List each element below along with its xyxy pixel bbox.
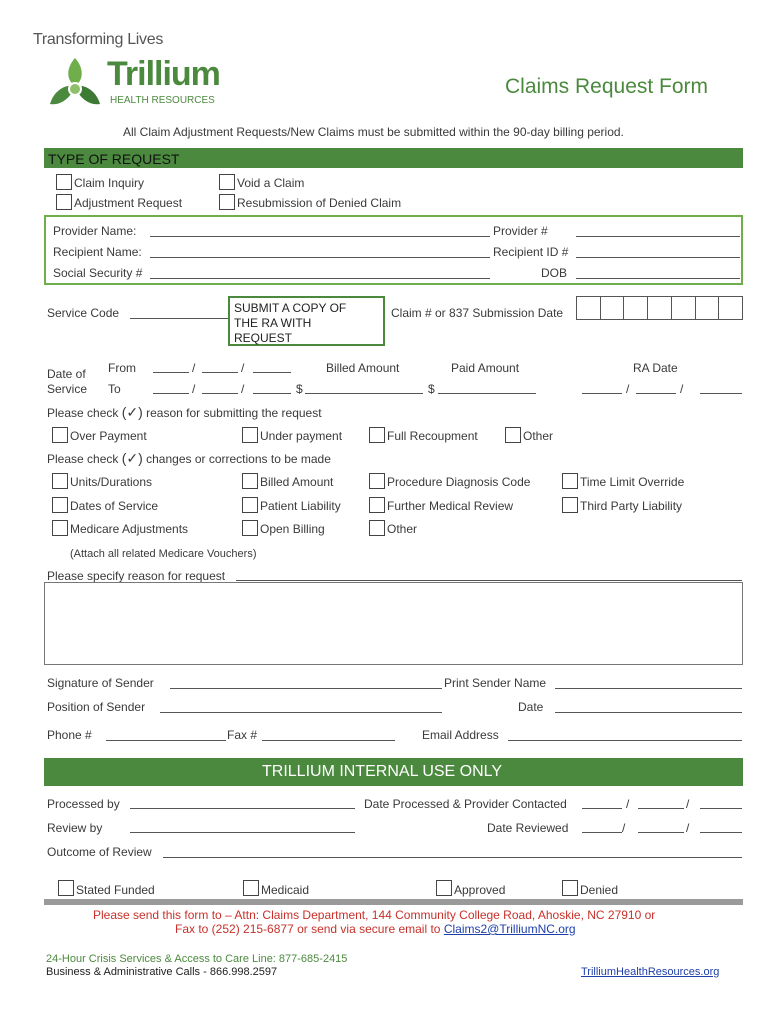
from-slash-2: /	[241, 361, 245, 375]
over-payment-label: Over Payment	[70, 429, 147, 443]
tagline: Transforming Lives	[33, 31, 164, 48]
changes-prompt-text: changes or corrections to be made	[146, 452, 331, 466]
units-durations-label: Units/Durations	[70, 475, 153, 489]
service-code-field[interactable]	[130, 318, 228, 319]
reviewed-day-field[interactable]	[638, 832, 684, 833]
dates-of-service-label: Dates of Service	[70, 499, 159, 513]
adjustment-request-label: Adjustment Request	[74, 196, 183, 210]
changes-check-mark: (✓)	[121, 450, 143, 466]
provider-name-field[interactable]	[150, 236, 490, 237]
submit-ra-box	[228, 296, 385, 346]
review-by-field[interactable]	[130, 832, 355, 833]
denied-label: Denied	[580, 883, 619, 897]
ra-date-header: RA Date	[633, 361, 678, 375]
approved-checkbox[interactable]	[436, 880, 452, 896]
claim-inquiry-label: Claim Inquiry	[74, 176, 145, 190]
void-claim-checkbox[interactable]	[219, 174, 235, 190]
to-day-field[interactable]	[202, 393, 238, 394]
stated-funded-label: Stated Funded	[76, 883, 155, 897]
send-instructions-line2	[175, 922, 576, 936]
ra-slash-1: /	[626, 382, 630, 396]
reason-check-mark: (✓)	[121, 404, 143, 420]
send-instructions-line2-text: Fax to (252) 215-6877 or send via secure email to	[175, 922, 441, 936]
medicaid-label: Medicaid	[261, 883, 310, 897]
review-by-label: Review by	[47, 821, 103, 835]
position-field[interactable]	[160, 712, 442, 713]
medicare-adjustments-checkbox[interactable]	[52, 520, 68, 536]
service-label: Service	[47, 382, 88, 396]
footer-divider	[44, 899, 743, 905]
processed-year-field[interactable]	[700, 808, 742, 809]
patient-liability-label: Patient Liability	[260, 499, 341, 513]
patient-liability-checkbox[interactable]	[242, 497, 258, 513]
further-medical-review-checkbox[interactable]	[369, 497, 385, 513]
processed-by-field[interactable]	[130, 808, 355, 809]
to-slash-2: /	[241, 382, 245, 396]
type-of-request-bar	[44, 148, 743, 168]
under-payment-checkbox[interactable]	[242, 427, 258, 443]
void-claim-label: Void a Claim	[237, 176, 305, 190]
service-code-label: Service Code	[47, 306, 120, 320]
to-slash-1: /	[192, 382, 196, 396]
date-of-label: Date of	[47, 367, 86, 381]
brand-name: Trillium	[107, 55, 220, 93]
full-recoupment-label: Full Recoupment	[387, 429, 478, 443]
signature-label: Signature of Sender	[47, 676, 154, 690]
time-limit-override-checkbox[interactable]	[562, 473, 578, 489]
changes-prompt-prefix: Please check	[47, 452, 119, 466]
processed-day-field[interactable]	[638, 808, 684, 809]
reason-prompt-prefix: Please check	[47, 406, 119, 420]
provider-number-label: Provider #	[493, 224, 548, 238]
reason-prompt	[47, 405, 322, 420]
notice: All Claim Adjustment Requests/New Claims must be submitted within the 90-day billing period.	[123, 125, 624, 139]
units-durations-checkbox[interactable]	[52, 473, 68, 489]
reason-request-top-line	[236, 580, 742, 581]
reason-request-label: Please specify reason for request	[47, 569, 226, 583]
processed-by-label: Processed by	[47, 797, 120, 811]
outcome-label: Outcome of Review	[47, 845, 152, 859]
internal-use-heading: TRILLIUM INTERNAL USE ONLY	[262, 763, 503, 780]
provider-number-field[interactable]	[576, 236, 740, 237]
phone-field[interactable]	[106, 740, 226, 741]
type-of-request-heading: TYPE OF REQUEST	[48, 151, 180, 167]
third-party-liability-checkbox[interactable]	[562, 497, 578, 513]
billed-amount-field[interactable]	[305, 393, 423, 394]
send-instructions-line1: Please send this form to – Attn: Claims Department, 144 Community College Road, Ahoskie, NC 27910 or	[93, 908, 656, 922]
position-label: Position of Sender	[47, 700, 146, 714]
third-party-liability-label: Third Party Liability	[580, 499, 683, 513]
resubmission-label: Resubmission of Denied Claim	[237, 196, 402, 210]
to-year-field[interactable]	[253, 393, 291, 394]
approved-label: Approved	[454, 883, 506, 897]
open-billing-checkbox[interactable]	[242, 520, 258, 536]
paid-amount-header: Paid Amount	[451, 361, 520, 375]
date-reviewed-label: Date Reviewed	[487, 821, 569, 835]
reason-request-textarea[interactable]	[44, 582, 743, 665]
recipient-name-label: Recipient Name:	[53, 245, 142, 259]
ra-month-field[interactable]	[582, 393, 622, 394]
processed-slash-1: /	[626, 797, 630, 811]
further-medical-review-label: Further Medical Review	[387, 499, 514, 513]
recipient-id-field[interactable]	[576, 257, 740, 258]
under-payment-label: Under payment	[260, 429, 343, 443]
reason-other-label: Other	[523, 429, 554, 443]
from-year-field[interactable]	[253, 372, 291, 373]
sender-date-label: Date	[518, 700, 544, 714]
reason-prompt-text: reason for submitting the request	[146, 406, 322, 420]
to-month-field[interactable]	[153, 393, 189, 394]
fax-field[interactable]	[262, 740, 395, 741]
resubmission-checkbox[interactable]	[219, 194, 235, 210]
business-line: Business & Administrative Calls - 866.998.2597	[46, 966, 278, 978]
billed-dollar-sign: $	[296, 382, 303, 396]
procedure-diagnosis-checkbox[interactable]	[369, 473, 385, 489]
processed-month-field[interactable]	[582, 808, 622, 809]
billed-amount-label: Billed Amount	[260, 475, 334, 489]
claim-number-boxes[interactable]	[576, 296, 743, 320]
date-processed-label: Date Processed & Provider Contacted	[364, 797, 567, 811]
reason-other-checkbox[interactable]	[505, 427, 521, 443]
email-label: Email Address	[422, 728, 499, 742]
recipient-name-field[interactable]	[150, 257, 490, 258]
website-link[interactable]: TrilliumHealthResources.org	[581, 966, 720, 978]
fax-label: Fax #	[227, 728, 258, 742]
paid-dollar-sign: $	[428, 382, 435, 396]
over-payment-checkbox[interactable]	[52, 427, 68, 443]
processed-slash-2: /	[686, 797, 690, 811]
crisis-line: 24-Hour Crisis Services & Access to Care Line: 877-685-2415	[46, 953, 348, 965]
internal-use-bar	[44, 758, 743, 786]
claims-email-link[interactable]: Claims2@TrilliumNC.org	[443, 922, 576, 936]
changes-other-label: Other	[387, 522, 418, 536]
claim-inquiry-checkbox[interactable]	[56, 174, 72, 190]
denied-checkbox[interactable]	[562, 880, 578, 896]
brand-subtitle: HEALTH RESOURCES	[110, 95, 215, 106]
ra-year-field[interactable]	[700, 393, 742, 394]
ssn-field[interactable]	[150, 278, 490, 279]
open-billing-label: Open Billing	[260, 522, 325, 536]
provider-name-label: Provider Name:	[53, 224, 137, 238]
recipient-id-label: Recipient ID #	[493, 245, 569, 259]
billed-amount-header: Billed Amount	[326, 361, 400, 375]
signature-field[interactable]	[170, 688, 442, 689]
stated-funded-checkbox[interactable]	[58, 880, 74, 896]
form-title: Claims Request Form	[505, 75, 709, 98]
medicaid-checkbox[interactable]	[243, 880, 259, 896]
changes-other-checkbox[interactable]	[369, 520, 385, 536]
reviewed-month-field[interactable]	[582, 832, 622, 833]
ssn-label: Social Security #	[53, 266, 143, 280]
from-month-field[interactable]	[153, 372, 189, 373]
reviewed-slash-2: /	[686, 821, 690, 835]
to-label: To	[108, 382, 121, 396]
from-label: From	[108, 361, 136, 375]
medicare-adjustments-label: Medicare Adjustments	[70, 522, 189, 536]
reviewed-slash-1: /	[622, 821, 626, 835]
dob-label: DOB	[541, 266, 568, 280]
outcome-field[interactable]	[163, 857, 742, 858]
attach-note: (Attach all related Medicare Vouchers)	[70, 548, 257, 560]
trillium-logo-icon	[46, 56, 104, 112]
sender-date-field[interactable]	[555, 712, 742, 713]
dob-field[interactable]	[576, 278, 740, 279]
time-limit-override-label: Time Limit Override	[580, 475, 685, 489]
email-field[interactable]	[508, 740, 742, 741]
changes-prompt	[47, 451, 331, 466]
paid-amount-field[interactable]	[438, 393, 536, 394]
full-recoupment-checkbox[interactable]	[369, 427, 385, 443]
dates-of-service-checkbox[interactable]	[52, 497, 68, 513]
print-name-label: Print Sender Name	[444, 676, 547, 690]
phone-label: Phone #	[47, 728, 92, 742]
ra-slash-2: /	[680, 382, 684, 396]
submit-ra-text: SUBMIT A COPY OF THE RA WITH REQUEST	[234, 301, 347, 345]
reviewed-year-field[interactable]	[700, 832, 742, 833]
billed-amount-checkbox[interactable]	[242, 473, 258, 489]
ra-day-field[interactable]	[636, 393, 676, 394]
claim-number-label: Claim # or 837 Submission Date	[391, 306, 564, 320]
from-day-field[interactable]	[202, 372, 238, 373]
adjustment-request-checkbox[interactable]	[56, 194, 72, 210]
print-name-field[interactable]	[555, 688, 742, 689]
provider-box	[44, 215, 743, 285]
from-slash-1: /	[192, 361, 196, 375]
procedure-diagnosis-label: Procedure Diagnosis Code	[387, 475, 531, 489]
